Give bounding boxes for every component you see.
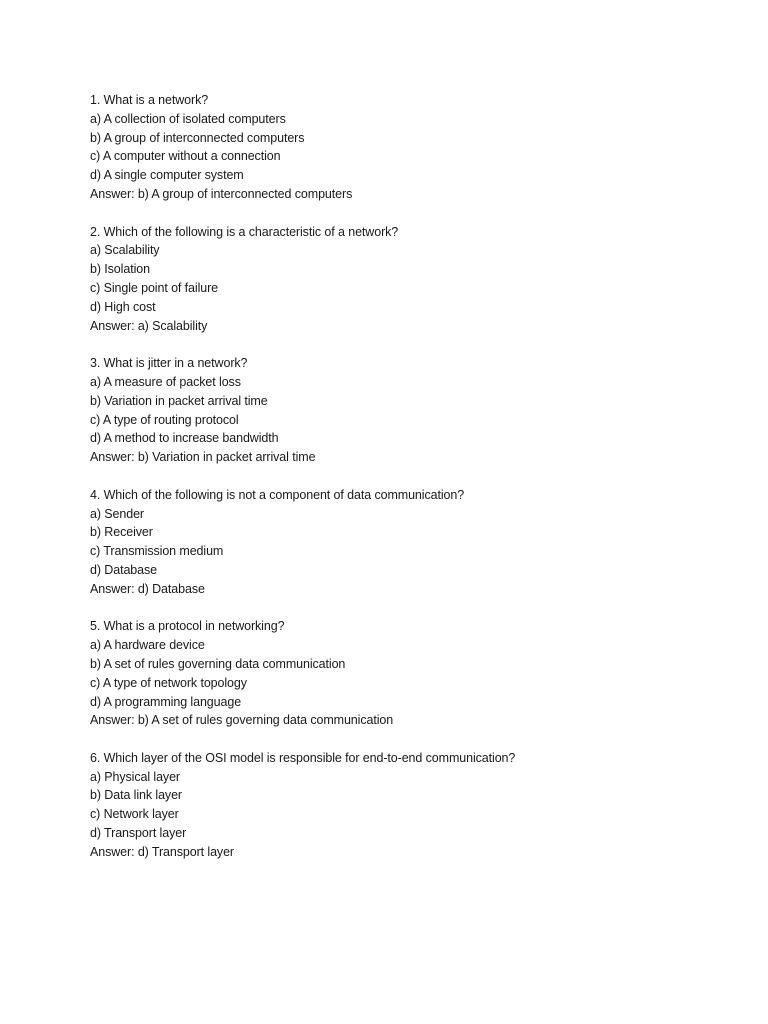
answer-text: Answer: b) A group of interconnected computers [90, 186, 353, 201]
question-text: 1. What is a network? [90, 93, 209, 107]
answer-text: Answer: d) Database [90, 581, 205, 596]
option-a: a) A collection of isolated computers [90, 111, 286, 126]
option-c: c) A type of routing protocol [90, 412, 239, 427]
option-b: b) A group of interconnected computers [90, 130, 305, 145]
option-b: b) Receiver [90, 525, 153, 540]
quiz-document [90, 91, 730, 880]
question-block-6 [90, 749, 730, 862]
option-c: c) A computer without a connection [90, 149, 281, 164]
option-a: a) Scalability [90, 243, 160, 258]
question-text: 2. Which of the following is a characteristic of a network? [90, 224, 399, 239]
option-b: b) Variation in packet arrival time [90, 393, 268, 408]
option-a: a) Sender [90, 506, 144, 521]
option-b: b) Data link layer [90, 788, 182, 803]
answer-text: Answer: d) Transport layer [90, 844, 234, 859]
question-block-5 [90, 617, 730, 730]
question-block-2 [90, 223, 730, 336]
question-text: 5. What is a protocol in networking? [90, 619, 285, 634]
question-text: 6. Which layer of the OSI model is responsible for end-to-end communication? [90, 750, 516, 765]
option-b: b) A set of rules governing data communication [90, 656, 346, 671]
option-a: a) Physical layer [90, 769, 180, 784]
option-d: d) Transport layer [90, 826, 187, 841]
option-a: a) A hardware device [90, 638, 205, 653]
option-c: c) Transmission medium [90, 544, 224, 559]
option-a: a) A measure of packet loss [90, 374, 241, 389]
question-text: 4. Which of the following is not a component of data communication? [90, 487, 465, 502]
option-d: d) A programming language [90, 694, 242, 709]
question-text: 3. What is jitter in a network? [90, 356, 248, 371]
option-c: c) Network layer [90, 807, 179, 822]
option-c: c) A type of network topology [90, 675, 247, 690]
option-c: c) Single point of failure [90, 280, 219, 295]
question-block-1 [90, 91, 730, 204]
answer-text: Answer: b) Variation in packet arrival time [90, 450, 316, 465]
option-d: d) A single computer system [90, 168, 244, 183]
option-d: d) A method to increase bandwidth [90, 431, 279, 446]
answer-text: Answer: b) A set of rules governing data communication [90, 713, 394, 728]
answer-text: Answer: a) Scalability [90, 318, 208, 333]
question-block-4 [90, 486, 730, 599]
question-block-3 [90, 354, 730, 467]
option-d: d) High cost [90, 299, 156, 314]
option-d: d) Database [90, 562, 157, 577]
option-b: b) Isolation [90, 262, 150, 277]
